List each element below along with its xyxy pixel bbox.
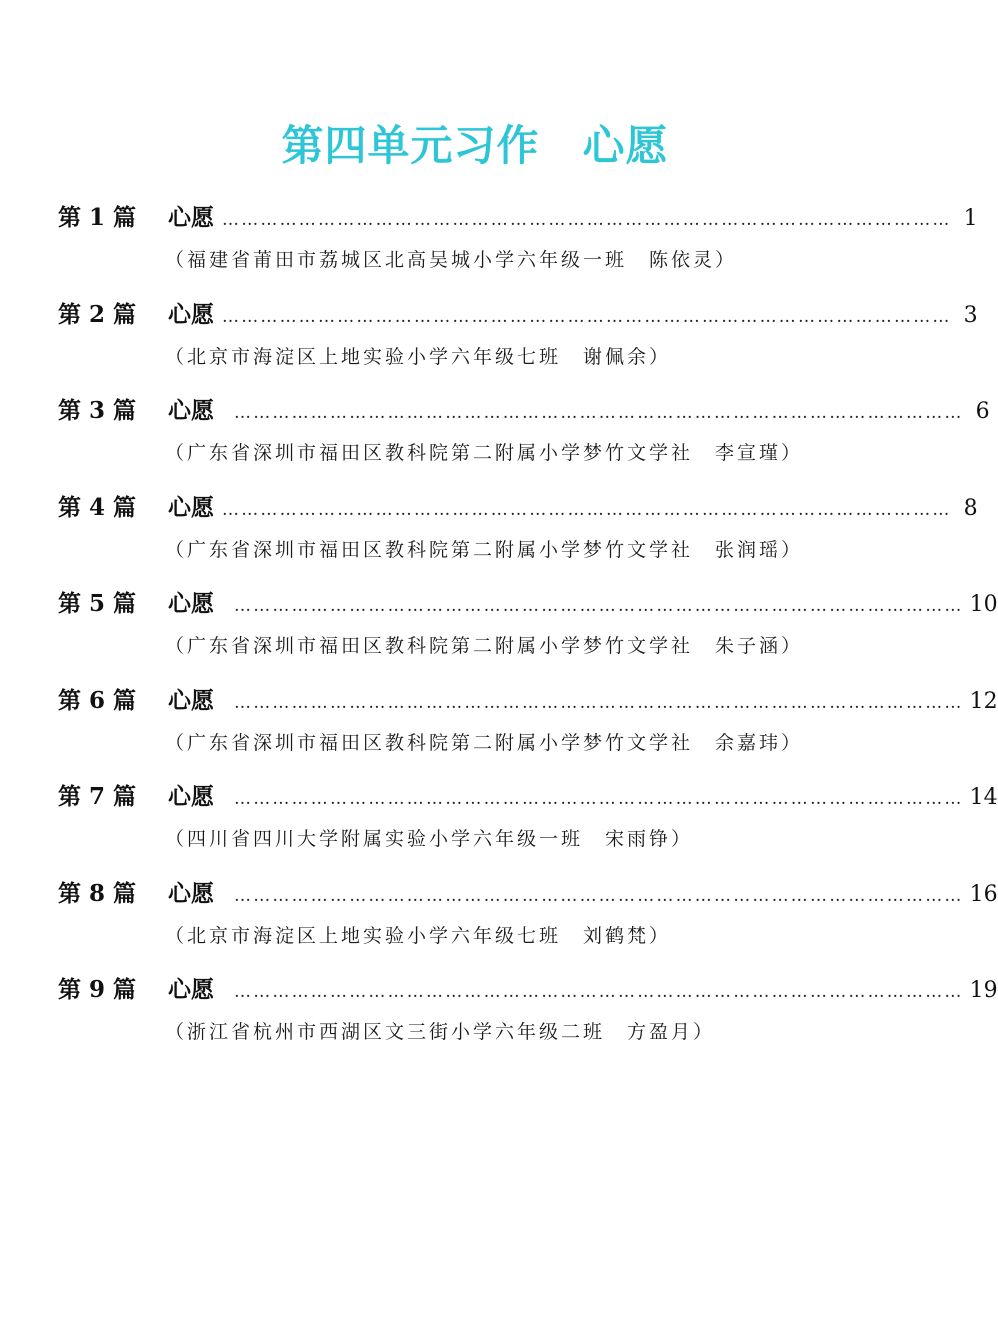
page-number: 14 xyxy=(969,785,998,810)
page-number: 10 xyxy=(969,592,998,617)
entry-author: （广东省深圳市福田区教科院第二附属小学梦竹文学社 朱子涵） xyxy=(165,635,804,657)
entry-number: 第 9 篇 xyxy=(58,976,137,1003)
toc-entry-8[interactable] xyxy=(58,872,998,969)
page-number: 16 xyxy=(969,881,998,907)
page-number: 1 xyxy=(963,206,978,231)
toc-entry-line xyxy=(58,293,978,337)
entry-title: 心愿 xyxy=(168,783,214,810)
entry-title: 心愿 xyxy=(168,493,214,521)
toc-entry-line xyxy=(58,582,998,626)
entry-title: 心愿 xyxy=(168,397,214,424)
toc-entry-4[interactable] xyxy=(58,486,978,583)
dot-leader: …………………………………………………………………………………………………… xyxy=(234,403,964,423)
entry-author: （广东省深圳市福田区教科院第二附属小学梦竹文学社 李宣瑾） xyxy=(165,442,804,464)
toc-entry-line xyxy=(58,486,978,530)
page-number: 3 xyxy=(963,302,978,328)
entry-title: 心愿 xyxy=(168,976,214,1003)
page-title: 第四单元习作 心愿 xyxy=(281,121,669,170)
entry-number: 第 7 篇 xyxy=(58,783,137,810)
table-of-contents xyxy=(58,196,998,1065)
dot-leader: …………………………………………………………………………………………………… xyxy=(222,306,952,327)
entry-title: 心愿 xyxy=(168,686,214,714)
dot-leader: …………………………………………………………………………………………………… xyxy=(234,692,964,713)
toc-entry-line xyxy=(58,196,978,240)
entry-author: （广东省深圳市福田区教科院第二附属小学梦竹文学社 余嘉玮） xyxy=(165,731,804,754)
entry-author: （北京市海淀区上地实验小学六年级七班 刘鹤梵） xyxy=(165,924,672,947)
entry-number: 第 1 篇 xyxy=(58,204,137,231)
dot-leader: …………………………………………………………………………………………………… xyxy=(234,885,964,906)
entry-number: 第 4 篇 xyxy=(58,493,137,521)
entry-number: 第 8 篇 xyxy=(58,879,137,907)
entry-number: 第 6 篇 xyxy=(58,686,137,714)
dot-leader: …………………………………………………………………………………………………… xyxy=(222,499,952,520)
entry-title: 心愿 xyxy=(168,590,214,617)
entry-title: 心愿 xyxy=(168,879,214,907)
entry-author: （广东省深圳市福田区教科院第二附属小学梦竹文学社 张润瑶） xyxy=(165,538,804,561)
page-number: 12 xyxy=(969,688,998,714)
entry-author: （福建省莆田市荔城区北高吴城小学六年级一班 陈依灵） xyxy=(165,249,738,271)
toc-entry-1[interactable] xyxy=(58,196,978,293)
toc-entry-line xyxy=(58,775,998,819)
dot-leader: …………………………………………………………………………………………………… xyxy=(234,982,964,1002)
page-number: 6 xyxy=(975,399,990,424)
toc-entry-7[interactable] xyxy=(58,775,998,872)
dot-leader: …………………………………………………………………………………………………… xyxy=(234,596,964,616)
entry-author: （四川省四川大学附属实验小学六年级一班 宋雨铮） xyxy=(165,828,694,850)
toc-entry-3[interactable] xyxy=(58,389,990,486)
toc-entry-9[interactable] xyxy=(58,968,998,1065)
page-number: 19 xyxy=(969,978,998,1003)
toc-entry-5[interactable] xyxy=(58,582,998,679)
entry-number: 第 2 篇 xyxy=(58,300,137,328)
toc-entry-line xyxy=(58,872,998,916)
entry-number: 第 3 篇 xyxy=(58,397,137,424)
entry-number: 第 5 篇 xyxy=(58,590,137,617)
dot-leader: …………………………………………………………………………………………………… xyxy=(234,789,964,809)
entry-title: 心愿 xyxy=(168,300,214,328)
dot-leader: …………………………………………………………………………………………………… xyxy=(222,210,952,230)
page-number: 8 xyxy=(963,495,978,521)
entry-title: 心愿 xyxy=(168,204,214,231)
toc-entry-6[interactable] xyxy=(58,679,998,776)
entry-author: （浙江省杭州市西湖区文三街小学六年级二班 方盈月） xyxy=(165,1021,716,1043)
entry-author: （北京市海淀区上地实验小学六年级七班 谢佩余） xyxy=(165,345,672,368)
toc-entry-2[interactable] xyxy=(58,293,978,390)
toc-entry-line xyxy=(58,679,998,723)
toc-entry-line xyxy=(58,968,998,1012)
toc-entry-line xyxy=(58,389,990,433)
